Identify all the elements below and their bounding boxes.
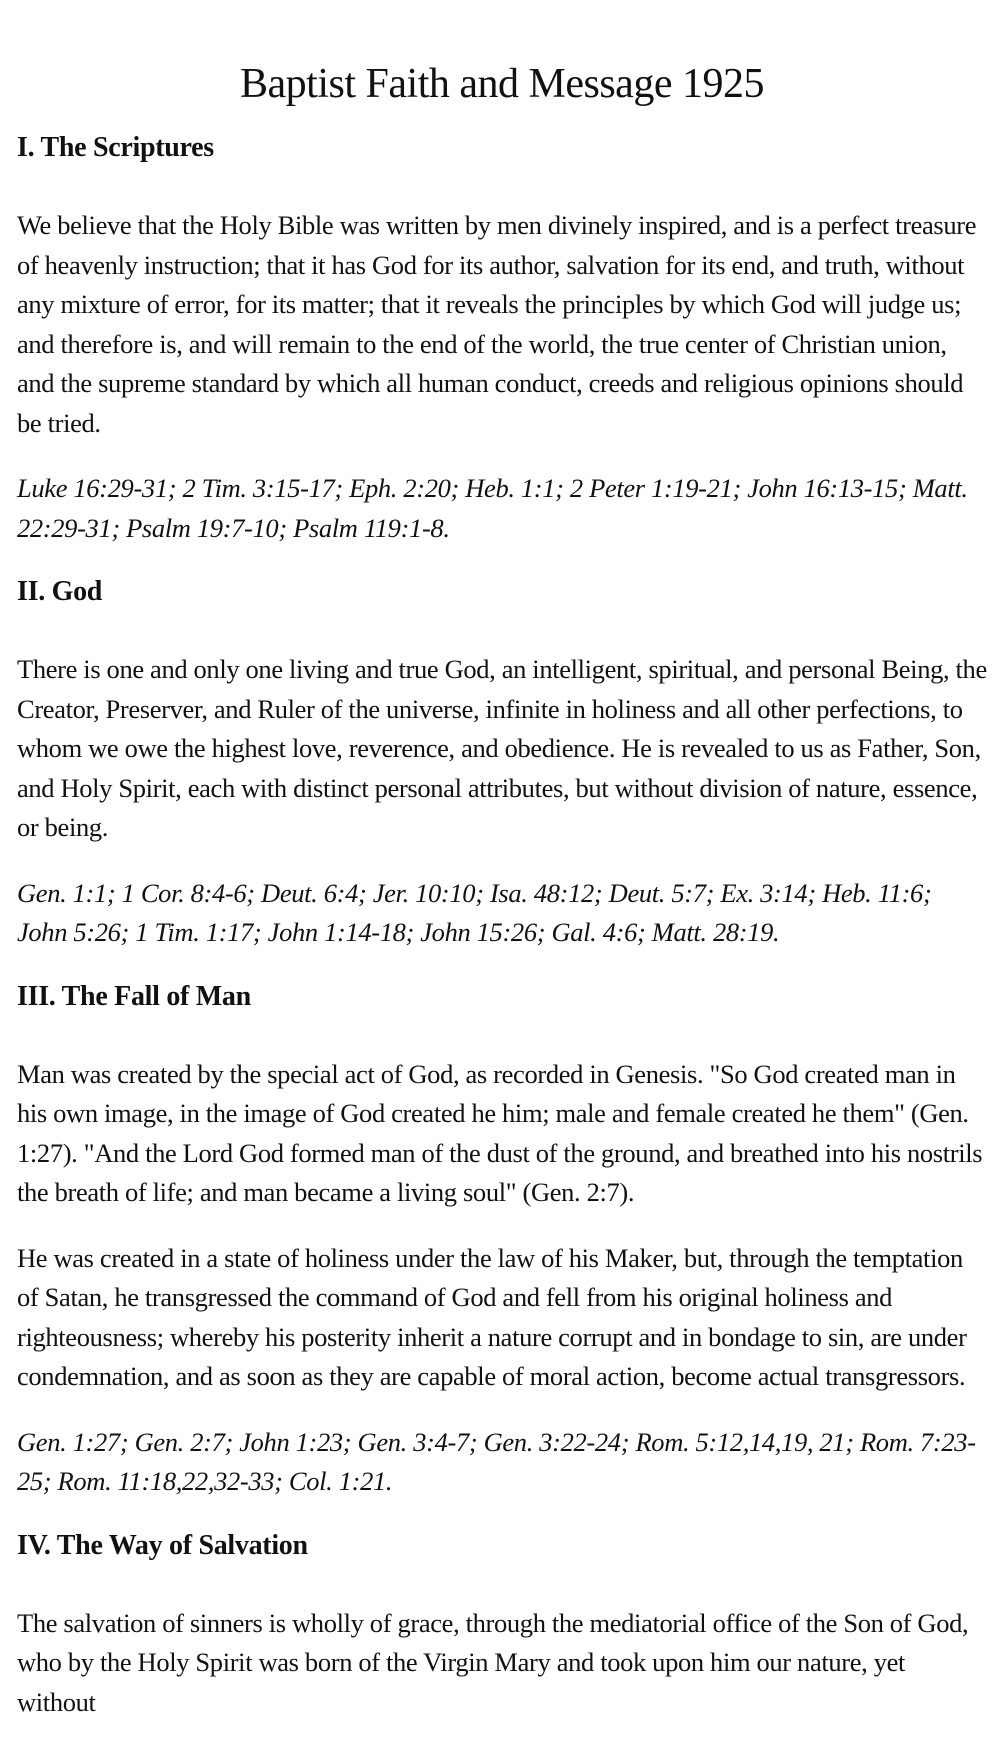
section-paragraph: Man was created by the special act of God, as recorded in Genesis. "So God created man in his own image, in the image of God created he him; male and female created he them" (Gen. 1:27). "And the Lord God formed man of the dust of the ground, and breathed into his nostrils the breath of life; and man became a living soul" (Gen. 2:7).: [17, 1058, 983, 1207]
scripture-references: Gen. 1:1; 1 Cor. 8:4-6; Deut. 6:4; Jer. 10:10; Isa. 48:12; Deut. 5:7; Ex. 3:14; Heb. 11:6; John 5:26; 1 Tim. 1:17; John 1:14-18; John 15:26; Gal. 4:6; Matt. 28:19.: [17, 877, 932, 947]
section-paragraph: He was created in a state of holiness under the law of his Maker, but, through the temptation of Satan, he transgressed the command of God and fell from his original holiness and righteousness; whereby his posterity inherit a nature corrupt and in bondage to sin, are under condemnation, and as soon as they are capable of moral action, become actual transgressors.: [17, 1242, 967, 1391]
section-paragraph: There is one and only one living and true God, an intelligent, spiritual, and personal Being, the Creator, Preserver, and Ruler of the universe, infinite in holiness and all other perfections, to whom we owe the highest love, reverence, and obedience. He is revealed to us as Father, Son, and Holy Spirit, each with distinct personal attributes, but without division of nature, essence, or being.: [17, 654, 987, 842]
section-paragraph: The salvation of sinners is wholly of grace, through the mediatorial office of the Son of God, who by the Holy Spirit was born of the Virgin Mary and took upon him our nature, yet without: [17, 1607, 969, 1717]
section-heading-scriptures: I. The Scriptures: [17, 132, 214, 163]
scripture-references: Gen. 1:27; Gen. 2:7; John 1:23; Gen. 3:4-7; Gen. 3:22-24; Rom. 5:12,14,19, 21; Rom. 7:23-25; Rom. 11:18,22,32-33; Col. 1:21.: [17, 1426, 976, 1496]
section-heading-fall-of-man: III. The Fall of Man: [17, 980, 251, 1012]
scripture-references: Luke 16:29-31; 2 Tim. 3:15-17; Eph. 2:20; Heb. 1:1; 2 Peter 1:19-21; John 16:13-15; Matt. 22:29-31; Psalm 19:7-10; Psalm 119:1-8.: [17, 473, 968, 543]
section-heading-god: II. God: [17, 576, 103, 607]
section-heading-way-of-salvation: IV. The Way of Salvation: [17, 1529, 308, 1561]
section-paragraph: We believe that the Holy Bible was written by men divinely inspired, and is a perfect treasure of heavenly instruction; that it has God for its author, salvation for its end, and truth, without any mixture of error, for its matter; that it reveals the principles by which God will judge us; and therefore is, and will remain to the end of the world, the true center of Christian union, and the supreme standard by which all human conduct, creeds and religious opinions should be tried.: [17, 210, 977, 438]
document-title: Baptist Faith and Message 1925: [240, 61, 764, 107]
